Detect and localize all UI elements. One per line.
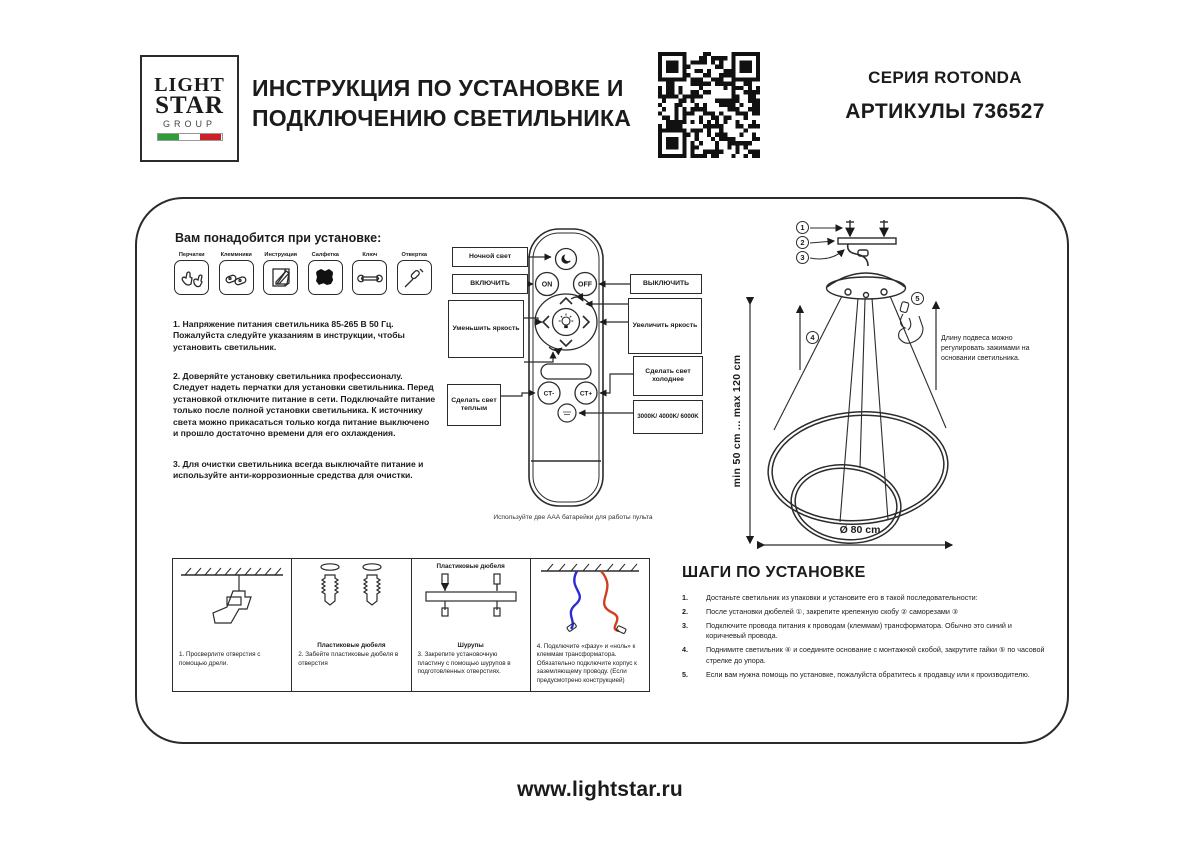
tool-label: Клеммники (220, 252, 252, 258)
step-number: 5. (682, 669, 688, 679)
ct-plus-text: СТ+ (579, 390, 593, 398)
callout-2: 2 (796, 236, 809, 249)
install-step (682, 621, 1052, 643)
step-text: Если вам нужна помощь по установке, пожалуйста обратитесь к продавцу или к производителю. (706, 669, 1030, 679)
label-warm: Сделать свет теплым (447, 384, 501, 426)
tool-item (306, 252, 346, 295)
chandelier-diagram (715, 210, 1070, 565)
drill-drawing (173, 559, 291, 649)
label-brighten: Увеличить яркость (628, 298, 702, 354)
title-line-1: ИНСТРУКЦИЯ ПО УСТАНОВКЕ И (252, 75, 624, 101)
step-panel-4 (531, 559, 649, 691)
step-text: Достаньте светильник из упаковки и установите его в такой последовательности: (706, 593, 978, 602)
qr-code (658, 52, 760, 158)
dowels-drawing (292, 559, 410, 642)
remote-caption: Используйте две ААА батарейки для работы пульта (493, 514, 653, 521)
title-line-2: ПОДКЛЮЧЕНИЮ СВЕТИЛЬНИКА (252, 105, 632, 131)
on-button-text: ON (541, 281, 553, 289)
step-number: 3. (682, 620, 688, 630)
tool-label: Инструкция (264, 252, 298, 258)
manual-icon (263, 260, 298, 295)
label-turn-off: ВЫКЛЮЧИТЬ (630, 274, 702, 294)
flag-white (179, 134, 200, 140)
tool-label: Перчатки (178, 252, 205, 258)
dowels-label: Пластиковые дюбеля (436, 563, 505, 570)
flag-green (158, 134, 179, 140)
off-button-text: OFF (578, 281, 592, 289)
logo-word: LIGHT (154, 74, 225, 96)
tool-label: Отвертка (401, 252, 428, 258)
height-dimension-label: min 50 cm ... max 120 cm (731, 354, 743, 488)
label-dim: Уменьшить яркость (448, 300, 524, 358)
wiring-drawing (531, 559, 649, 641)
step-number: 2. (682, 606, 688, 616)
tool-item (261, 252, 301, 295)
tool-item (395, 252, 435, 295)
step-panel-2 (292, 559, 411, 691)
callout-1: 1 (796, 221, 809, 234)
mounting-plate-drawing (412, 570, 530, 642)
lightstar-logo (140, 55, 239, 162)
screwdriver-icon (397, 260, 432, 295)
logo-word: GROUP (162, 119, 216, 129)
page-title (252, 73, 672, 133)
step-panel-1 (173, 559, 292, 691)
screws-label: Шурупы (457, 642, 484, 649)
flag-red (200, 134, 221, 140)
step-caption-1: 1. Просверлите отверстия с помощью дрели. (179, 651, 261, 667)
article-label: АРТИКУЛЫ 736527 (845, 100, 1045, 123)
callout-3: 3 (796, 251, 809, 264)
step-number: 1. (682, 593, 688, 602)
installation-step-panels (172, 558, 650, 692)
diameter-dimension-label: Ø 80 cm (839, 524, 881, 536)
callout-4: 4 (806, 331, 819, 344)
step-number: 4. (682, 645, 688, 655)
product-info (795, 68, 1095, 124)
italian-flag-bar (157, 133, 223, 141)
callout-5: 5 (911, 292, 924, 305)
wrench-icon (352, 260, 387, 295)
tool-label: Ключ (362, 252, 378, 258)
website-url: www.lightstar.ru (517, 778, 683, 801)
tool-item (350, 252, 390, 295)
tools-row (172, 252, 434, 295)
install-step (682, 593, 1052, 604)
install-step (682, 645, 1052, 667)
suspension-note: Длину подвеса можно регулировать зажимами на основании светильника. (941, 335, 1030, 363)
dowels-label: Пластиковые дюбеля (317, 642, 386, 649)
note-paragraph-2: 2. Доверяйте установку светильника профессионалу. Следует надеть перчатки для установки светильника. Перед установкой отключите питание в сети. Подключайте питание только после полной установки светильника. К источнику света можно прикасаться только когда питание выключено и прошло достаточно времени для его охлаждения. (173, 371, 436, 439)
note-paragraph-3: 3. Для очистки светильника всегда выключайте питание и используйте анти-коррозионные средства для очистки. (173, 459, 424, 481)
step-panel-3 (412, 559, 531, 691)
series-label: СЕРИЯ ROTONDA (868, 68, 1022, 87)
tool-item (172, 252, 212, 295)
label-kelvin: 3000K/ 4000K/ 6000K (633, 400, 703, 434)
tool-label: Салфетка (311, 252, 339, 258)
cloth-icon (308, 260, 343, 295)
terminal-blocks-icon (219, 260, 254, 295)
note-paragraph-1: 1. Напряжение питания светильника 85-265 В 50 Гц. Пожалуйста следуйте указаниям в инструкции, чтобы установить светильник. (173, 319, 405, 352)
step-text: Поднимите светильник ④ и соедините основание с монтажной скобой, закрутите гайки ⑤ по часовой стрелке до упора. (706, 645, 1045, 665)
install-steps-heading: ШАГИ ПО УСТАНОВКЕ (682, 564, 866, 581)
ct-minus-text: СТ- (543, 390, 555, 398)
step-text: После установки дюбелей ①, закрепите крепежную скобу ② саморезами ③ (706, 606, 959, 616)
step-text: Подключите провода питания к проводам (клеммам) трансформатора. Обычно это синий и коричневый провода. (706, 620, 1012, 641)
step-caption-3: 3. Закрепите установочную пластину с помощью шурупов в подготовленных отверстиях. (417, 651, 511, 675)
tools-heading: Вам понадобится при установке: (175, 231, 382, 245)
label-night-light: Ночной свет (452, 247, 528, 267)
install-steps-list (682, 593, 1052, 681)
label-turn-on: ВКЛЮЧИТЬ (452, 274, 528, 294)
logo-word: STAR (155, 92, 224, 119)
install-step (682, 670, 1052, 681)
gloves-icon (174, 260, 209, 295)
install-step (682, 607, 1052, 618)
step-caption-4: 4. Подключите «фазу» и «ноль» к клеммам трансформатора. Обязательно подключите корпус к заземляющему проводу. (Если предусмотрено конструкцией) (536, 642, 637, 684)
label-cold: Сделать свет холоднее (633, 356, 703, 396)
tool-item (217, 252, 257, 295)
step-caption-2: 2. Забейте пластиковые дюбеля в отверстия (298, 651, 399, 667)
